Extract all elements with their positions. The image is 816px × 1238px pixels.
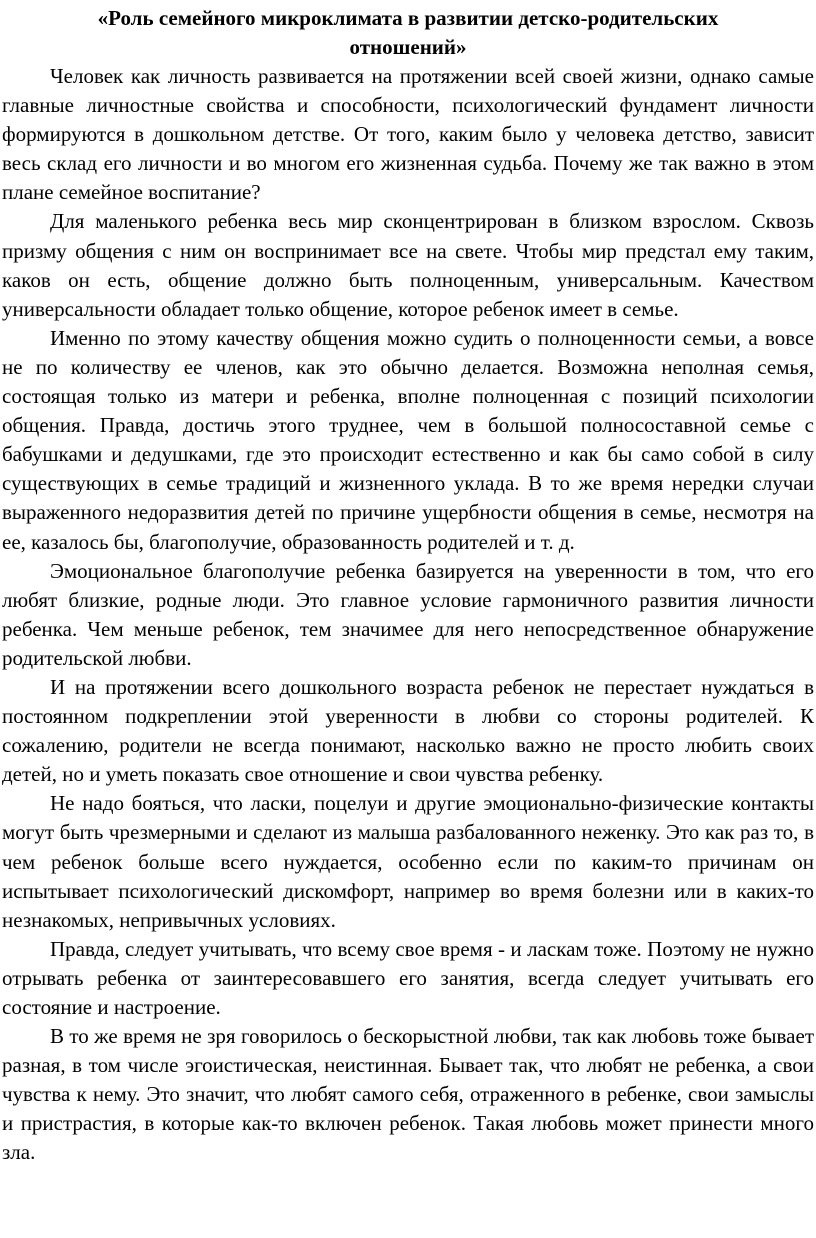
document-title bbox=[2, 4, 814, 62]
document-title-line-1: «Роль семейного микроклимата в развитии детско-родительских bbox=[97, 6, 719, 30]
paragraph-close-adult: Для маленького ребенка весь мир сконцентрирован в близком взрослом. Сквозь призму общения с ним он воспринимает все на свете. Чтобы мир предстал ему таким, каков он есть, общение должно быть полноценным, универсальным. Качеством универсальности обладает только общение, которое ребенок имеет в семье. bbox=[2, 209, 814, 321]
document-title-line-2: отношений» bbox=[349, 35, 467, 59]
paragraph-physical-affection: Не надо бояться, что ласки, поцелуи и другие эмоционально-физические контакты могут быть чрезмерными и сделают из малыша разбалованного неженку. Это как раз то, в чем ребенок больше всего нуждается, особенно если по каким-то причинам он испытывает психологический дискомфорт, например во время болезни или в каких-то незнакомых, непривычных условиях. bbox=[2, 791, 814, 932]
paragraph-timing: Правда, следует учитывать, что всему свое время - и ласкам тоже. Поэтому не нужно отрывать ребенка от заинтересовавшего его занятия, всегда следует учитывать его состояние и настроение. bbox=[2, 936, 814, 1019]
paragraph-selfless-love: В то же время не зря говорилось о бескорыстной любви, так как любовь тоже бывает разная, в том числе эгоистическая, неистинная. Бывает так, что любят не ребенка, а свои чувства к нему. Это значит, что любят самого себя, отраженного в ребенке, свои замыслы и пристрастия, в которые как-то включен ребенок. Такая любовь может принести много зла. bbox=[2, 1024, 814, 1165]
paragraph-family-completeness: Именно по этому качеству общения можно судить о полноценности семьи, а вовсе не по количеству ее членов, как это обычно делается. Возможна неполная семья, состоящая только из матери и ребенка, вполне полноценная с позиций психологии общения. Правда, достичь этого труднее, чем в большой полносоставной семье с бабушками и дедушками, где это происходит естественно и как бы само собой в силу существующих в семье традиций и жизненного уклада. В то же время нередки случаи выраженного недоразвития детей по причине ущербности общения в семье, несмотря на ее, казалось бы, благополучие, образованность родителей и т. д. bbox=[2, 325, 814, 554]
paragraph-childhood-foundation: Человек как личность развивается на протяжении всей своей жизни, однако самые главные личностные свойства и способности, психологический фундамент личности формируются в дошкольном детстве. От того, каким было у человека детство, зависит весь склад его личности и во многом его жизненная судьба. Почему же так важно в этом плане семейное воспитание? bbox=[2, 64, 814, 205]
paragraph-emotional-wellbeing: Эмоциональное благополучие ребенка базируется на уверенности в том, что его любят близкие, родные люди. Это главное условие гармоничного развития личности ребенка. Чем меньше ребенок, тем значимее для него непосредственное обнаружение родительской любви. bbox=[2, 558, 814, 670]
paragraph-preschool-age: И на протяжении всего дошкольного возраста ребенок не перестает нуждаться в постоянном подкреплении этой уверенности в любви со стороны родителей. К сожалению, родители не всегда понимают, насколько важно не просто любить своих детей, но и уметь показать свое отношение и свои чувства ребенку. bbox=[2, 674, 814, 787]
